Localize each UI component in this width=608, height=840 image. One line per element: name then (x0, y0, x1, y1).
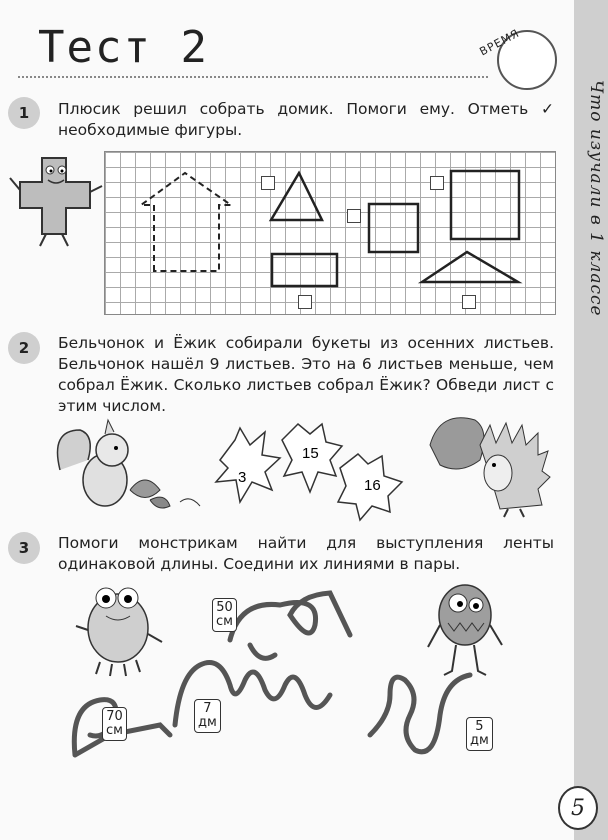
title-underline (18, 76, 488, 78)
leaf-number-3[interactable]: 3 (238, 469, 247, 486)
timer-label: ВРЕМЯ (477, 26, 522, 59)
sidebar-title: Что изучали в 1 классе (586, 80, 606, 317)
leaves-group (210, 420, 410, 520)
page-title: Тест 2 (38, 22, 209, 73)
ribbon-label-7dm (194, 699, 221, 733)
ribbon-value-70: 70 (106, 709, 123, 724)
ribbon-value-7: 7 (203, 701, 212, 716)
ribbons-drawing (60, 585, 540, 785)
ribbon-value-5: 5 (475, 719, 484, 734)
ribbon-label-70cm (102, 707, 127, 741)
checkbox-rectangle[interactable] (298, 295, 312, 309)
task-1-text: Плюсик решил собрать домик. Помоги ему. Отметь ✓ необходимые фигуры. (58, 100, 554, 139)
ribbon-unit-dm: дм (198, 715, 217, 730)
task-number-1: 1 (8, 97, 40, 129)
task-3-text: Помоги монстрикам найти для выступления ленты одинаковой длины. Соедини их линиями в пары. (58, 534, 554, 573)
triangle-shape (271, 173, 322, 220)
ribbon-5dm (370, 675, 470, 752)
ribbon-value-50: 50 (216, 600, 233, 615)
page-number: 5 (558, 786, 598, 830)
wide-triangle-shape (422, 252, 518, 282)
checkbox-triangle[interactable] (261, 176, 275, 190)
square-small (369, 204, 418, 252)
rectangle-shape (272, 254, 337, 286)
ribbon-unit-cm: см (106, 723, 123, 738)
checkbox-wide-triangle[interactable] (462, 295, 476, 309)
ribbon-label-50cm (212, 598, 237, 632)
figures-drawing (104, 151, 554, 313)
leaf-3 (216, 428, 280, 502)
leaf-number-15[interactable]: 15 (302, 445, 319, 462)
sidebar (574, 0, 608, 840)
squirrel-illustration (50, 410, 210, 520)
task-2-text: Бельчонок и Ёжик собирали букеты из осенних листьев. Бельчонок нашёл 9 листьев. Это на 6 листьев меньше, чем собрал Ёжик. Сколько листьев собрал Ёжик? Обведи лист с этим числом. (58, 334, 554, 415)
leaf-number-16[interactable]: 16 (364, 477, 381, 494)
ribbon-50cm (230, 593, 350, 658)
plus-character-illustration (8, 150, 104, 250)
ribbon-unit-dm: дм (470, 733, 489, 748)
checkbox-square-large[interactable] (430, 176, 444, 190)
task-number-3: 3 (8, 532, 40, 564)
ribbon-label-5dm (466, 717, 493, 751)
ribbon-unit-cm: см (216, 614, 233, 629)
task-number-2: 2 (8, 332, 40, 364)
hedgehog-illustration (420, 405, 560, 520)
house-outline (141, 173, 231, 271)
square-large (451, 171, 519, 239)
checkbox-square-small[interactable] (347, 209, 361, 223)
